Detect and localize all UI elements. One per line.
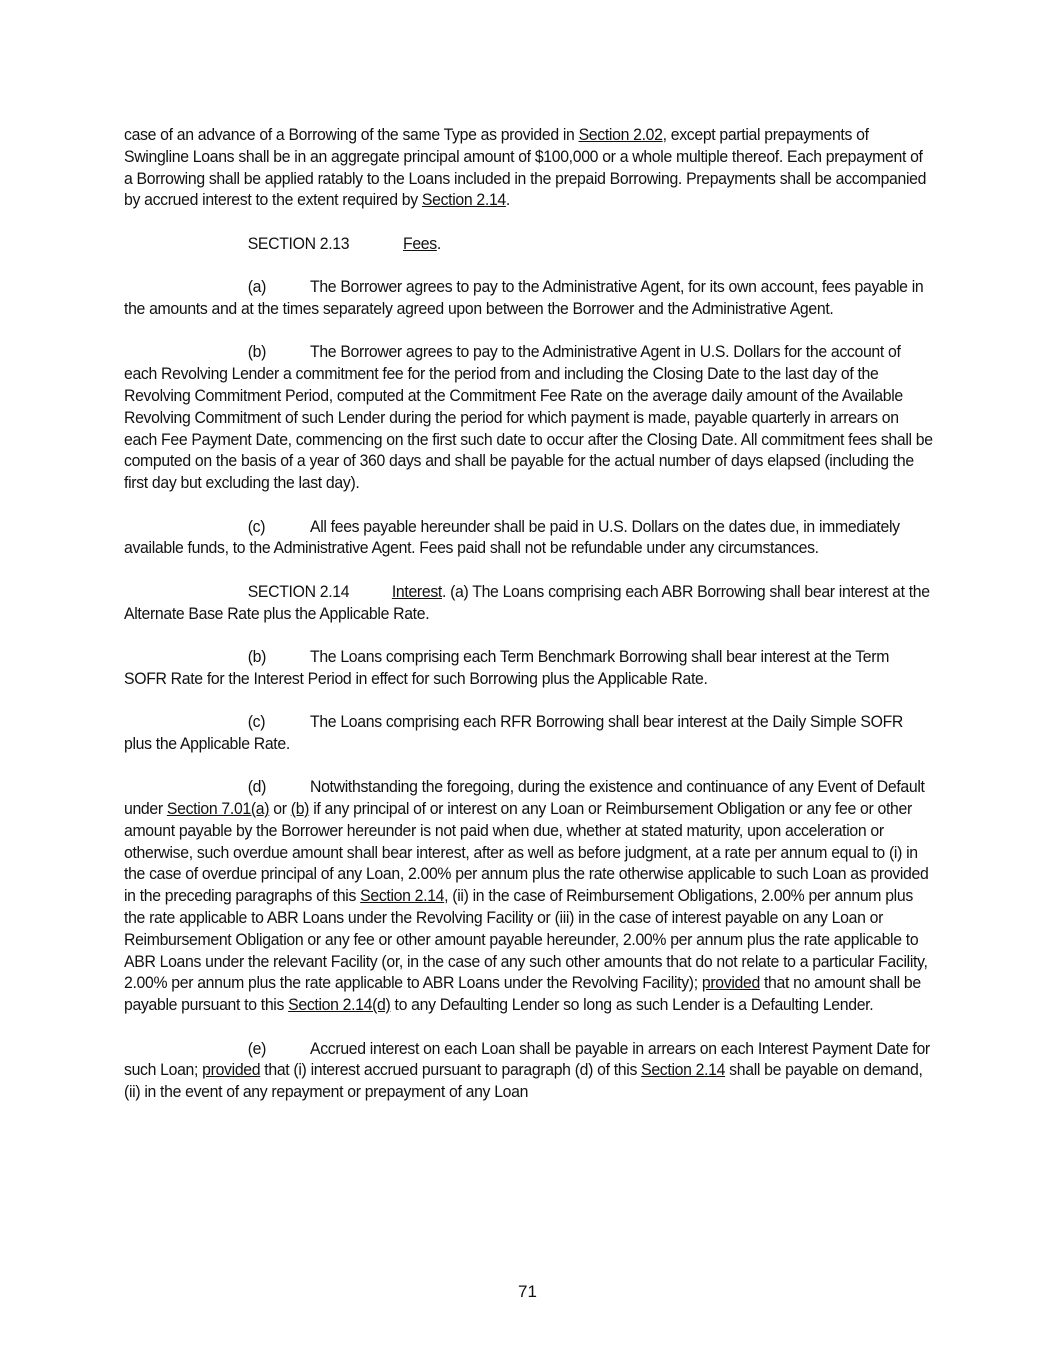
text-run: that (i) interest accrued pursuant to paragraph (d) of this <box>260 1060 642 1080</box>
paragraph-fees-b <box>124 341 934 494</box>
paragraph-fees-a <box>124 276 934 320</box>
section-reference: Section 2.14 <box>421 190 506 210</box>
defined-term-underlined: provided <box>701 973 760 993</box>
defined-term-underlined: provided <box>202 1060 261 1080</box>
clause-number: (c) <box>247 712 266 732</box>
paragraph-fees-c <box>124 516 934 560</box>
clause-text: The Borrower agrees to pay to the Administrative Agent in U.S. Dollars for the account of each Revolving Lender a commitment fee for the period from and including the Closing Date to the last day of the Revolving Commitment Period, computed at the Commitment Fee Rate on the average daily amount of the Available Revolving Commitment of such Lender during the period for which payment is made, payable quarterly in arrears on each Fee Payment Date, commencing on the first such date to occur after the Closing Date. All commitment fees shall be computed on the basis of a year of 360 days and shall be payable for the actual number of days elapsed (including the first day but excluding the last day). <box>124 342 933 493</box>
section-reference: Section 7.01(a) <box>166 799 270 819</box>
clause-number: (c) <box>247 516 266 536</box>
section-heading-2-13 <box>124 233 934 255</box>
paragraph-interest-b <box>124 646 934 690</box>
text-run: Notwithstanding the foregoing, during the existence and continuance of any Event of Default under <box>124 777 925 819</box>
text-run: , (ii) in the case of Reimbursement Obligations, 2.00% per annum plus the rate applicable to ABR Loans under the Revolving Facility or (iii) in the case of interest payable on any Loan or Reimbursement Obligation or any fee or other amount payable hereunder, 2.00% per annum plus the rate applicable to ABR Loans under the relevant Facility (or, in the case of any such other amounts that do not relate to a particular Facility, 2.00% per annum plus the rate applicable to ABR Loans under the Revolving Facility); <box>124 886 928 993</box>
section-heading-2-14 <box>124 581 934 625</box>
text-run: shall be payable on demand, (ii) in the event of any repayment or prepayment of any Loan <box>124 1060 923 1102</box>
text-run: or <box>269 799 291 819</box>
paragraph-prepayment-continuation <box>124 124 934 211</box>
section-reference: Section 2.14 <box>360 886 445 906</box>
paragraph-interest-d <box>124 776 934 1016</box>
section-reference: Section 2.14(d) <box>288 995 391 1015</box>
clause-text: The Loans comprising each RFR Borrowing shall bear interest at the Daily Simple SOFR plus the Applicable Rate. <box>124 712 904 753</box>
text-run: Accrued interest on each Loan shall be payable in arrears on each Interest Payment Date for such Loan; <box>124 1038 930 1080</box>
clause-text: . (a) The Loans comprising each ABR Borrowing shall bear interest at the Alternate Base Rate plus the Applicable Rate. <box>124 581 930 623</box>
text-run: , except partial prepayments of Swingline Loans shall be in an aggregate principal amount of $100,000 or a whole multiple thereof. Each prepayment of a Borrowing shall be applied ratably to the Loans included in the prepaid Borrowing. Prepayments shall be accompanied by accrued interest to the extent required by <box>124 125 927 210</box>
clause-number: (e) <box>247 1038 267 1058</box>
section-reference: Section 2.14 <box>641 1060 726 1080</box>
section-number: SECTION 2.13 <box>247 233 350 253</box>
text-run: that no amount shall be payable pursuant to this <box>124 973 921 1015</box>
document-page <box>124 124 934 1125</box>
clause-text: The Borrower agrees to pay to the Administrative Agent, for its own account, fees payable in the amounts and at the times separately agreed upon between the Borrower and the Administrative Agent. <box>124 277 924 318</box>
section-reference: Section 2.02 <box>578 125 663 144</box>
text-run: case of an advance of a Borrowing of the same Type as provided in <box>124 125 579 144</box>
paragraph-interest-c <box>124 711 934 755</box>
clause-text: All fees payable hereunder shall be paid in U.S. Dollars on the dates due, in immediately available funds, to the Administrative Agent. Fees paid shall not be refundable under any circumstances. <box>124 516 900 558</box>
section-title: Interest <box>391 581 442 601</box>
section-reference: (b) <box>290 799 310 819</box>
clause-text: The Loans comprising each Term Benchmark Borrowing shall bear interest at the Term SOFR Rate for the Interest Period in effect for such Borrowing plus the Applicable Rate. <box>124 646 890 688</box>
text-run: if any principal of or interest on any Loan or Reimbursement Obligation or any fee or other amount payable by the Borrower hereunder is not paid when due, whether at stated maturity, upon acceleration or otherwise, such overdue amount shall bear interest, after as well as before judgment, at a rate per annum equal to (i) in the case of overdue principal of any Loan, 2.00% per annum plus the rate otherwise applicable to such Loan as provided in the preceding paragraphs of this <box>124 799 929 906</box>
paragraph-interest-e <box>124 1038 934 1103</box>
clause-number: (d) <box>247 777 267 797</box>
section-number: SECTION 2.14 <box>247 581 350 601</box>
text-run: . <box>505 190 510 210</box>
text-run: to any Defaulting Lender so long as such Lender is a Defaulting Lender. <box>390 995 874 1015</box>
section-title: Fees <box>403 233 437 253</box>
clause-number: (b) <box>247 342 267 362</box>
clause-number: (b) <box>247 646 267 666</box>
text-run: . <box>436 233 441 253</box>
clause-number: (a) <box>247 277 267 297</box>
page-number: 71 <box>518 1282 537 1301</box>
